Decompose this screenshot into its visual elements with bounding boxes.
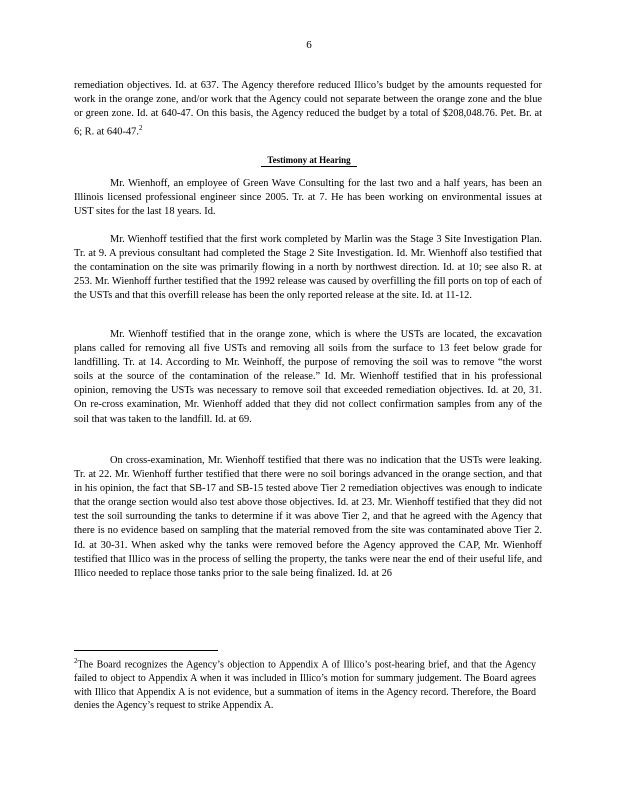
footnote-reference: 2 [138,124,143,133]
paragraph-credentials: Mr. Wienhoff, an employee of Green Wave Consulting for the last two and a half years, has been an Illinois licensed professional engineer since 2005. Tr. at 7. He has been working on environmental issues at UST sites for the last 18 years. Id. [74,178,542,218]
section-heading-text: Testimony at Hearing [261,155,356,167]
section-heading [0,153,618,167]
paragraph-remediation-text: remediation objectives. Id. at 637. The Agency therefore reduced Illico’s budget by the amounts requested for work in the orange zone, and/or work that the Agency could not separate between the orange zone and the blue or green zone. Id. at 640-47. On this basis, the Agency reduced the budget by a total of $208,048.76. Pet. Br. at 6; R. at 640-47. [74,80,542,138]
footnote [74,655,536,713]
footnote-text: The Board recognizes the Agency’s objection to Appendix A of Illico’s post-hearing brief, and that the Agency failed to object to Appendix A when it was included in Illico’s motion for summary judgement. The Board agrees with Illico that Appendix A is not evidence, but a summation of items in the Agency record. Therefore, the Board denies the Agency’s request to strike Appendix A. [74,659,536,712]
paragraph-orange-zone: Mr. Wienhoff testified that in the orange zone, which is where the USTs are located, the excavation plans called for removing all five USTs and removing all soils from the surface to 13 feet below grade for landfilling. Tr. at 14. According to Mr. Weinhoff, the purpose of removing the soil was to remove “the worst soils at the source of the contamination of the release.” Id. Mr. Wienhoff testified that in his professional opinion, removing the USTs was necessary to remove soil that exceeded remediation objectives. Id. at 20, 31. On re-cross examination, Mr. Wienhoff added that they did not collect confirmation samples from any of the soil that was taken to the landfill. Id. at 69. [74,329,542,425]
footnote-marker: 2 [74,657,78,665]
paragraph-site-investigation: Mr. Wienhoff testified that the first work completed by Marlin was the Stage 3 Site Investigation Plan. Tr. at 9. A previous consultant had completed the Stage 2 Site Investigation. Id. Mr. Wienhoff also testified that the contamination on the site was primarily flowing in a north by northwest direction. Id. at 10; see also R. at 253. Mr. Wienhoff further testified that the 1992 release was caused by overfilling the fill ports on top of each of the USTs and that this overfill release has been the only reported release at the site. Id. at 11-12. [74,234,542,302]
page-number: 6 [306,39,312,51]
footnote-divider [74,650,218,651]
paragraph-remediation [74,79,542,140]
paragraph-cross-examination: On cross-examination, Mr. Wienhoff testified that there was no indication that the USTs were leaking. Tr. at 22. Mr. Wienhoff further testified that there were no soil borings advanced in the orange section, and that in his opinion, the fact that SB-17 and SB-15 tested above Tier 2 remediation objectives was enough to indicate that the orange section would also test above those objectives. Id. at 23. Mr. Wienhoff testified that they did not test the soil surrounding the tanks to determine if it was above Tier 2, and that he agreed with the Agency that there is no evidence based on sampling that the material removed from the site was contaminated above Tier 2. Id. at 30-31. When asked why the tanks were removed before the Agency approved the CAP, Mr. Wienhoff testified that Illico was in the process of selling the property, the tanks were near the end of their useful life, and Illico needed to replace those tanks prior to the sale being finalized. Id. at 26 [74,455,542,579]
